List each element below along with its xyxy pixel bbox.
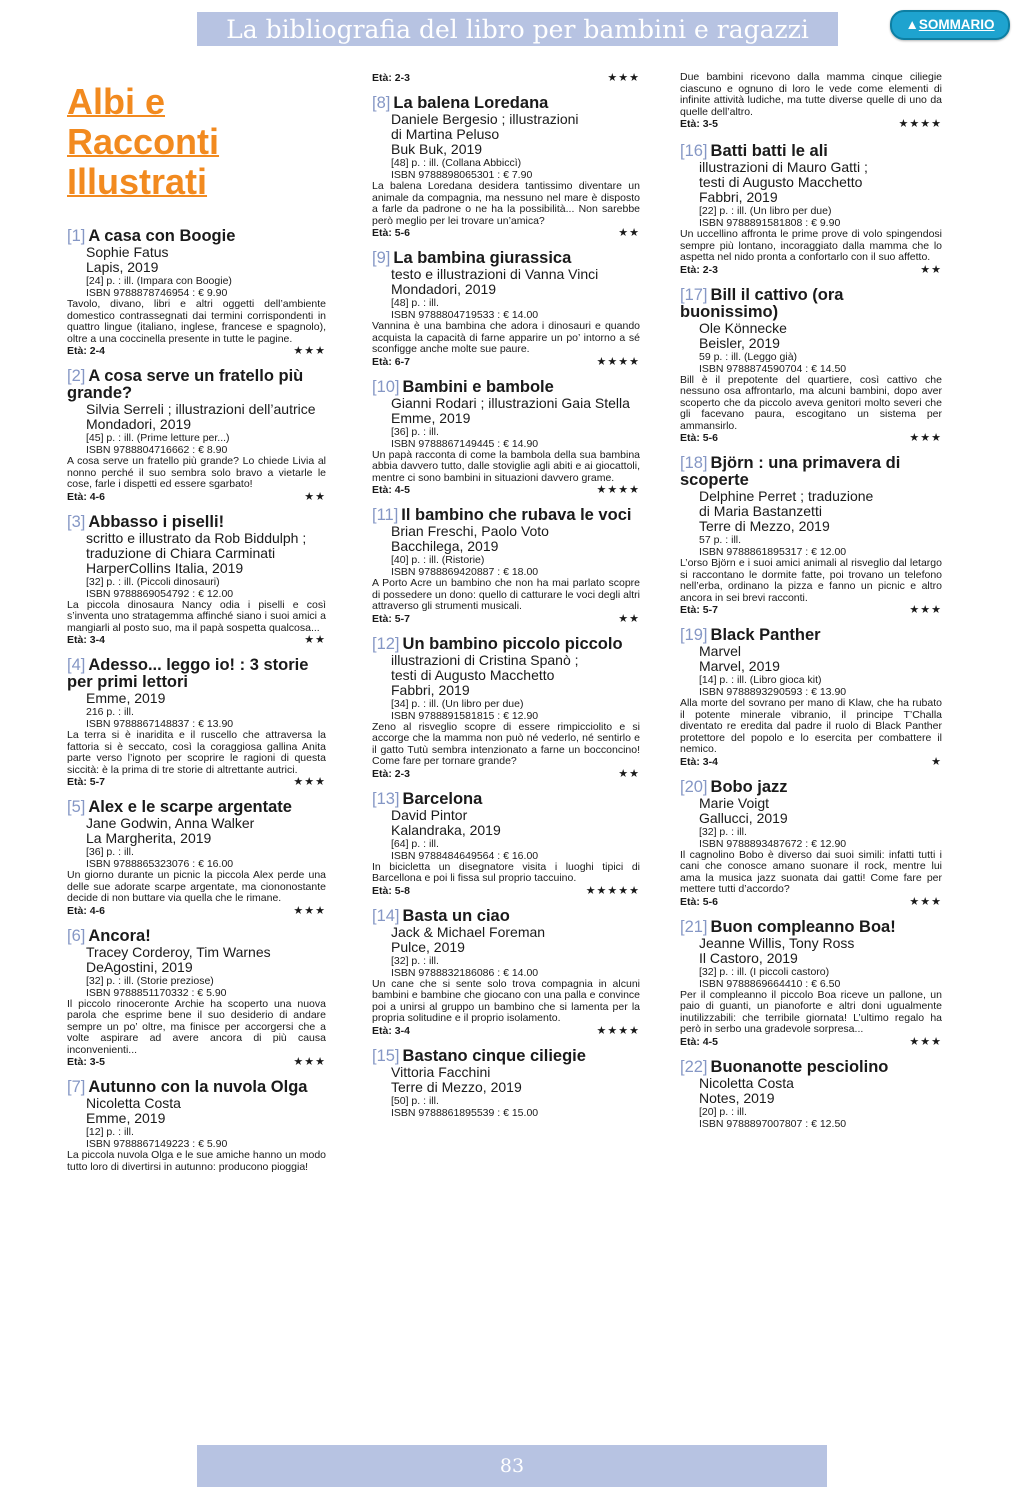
entry-description: In bicicletta un disegnatore visita i luoghi tipici di Barcellona e poi li fissa sul proprio taccuino. — [372, 860, 640, 884]
age-label: Età: 3-4 — [680, 755, 718, 768]
entry-author-line: di Maria Bastanzetti — [699, 503, 822, 519]
age-label: Età: 6-7 — [372, 355, 410, 368]
entry-description: La balena Loredana desidera tantissimo diventare un animale da compagnia, ma nessuno nel mare è disposto a farle da padrone o ne ha la possibilità... Non sarebbe però meglio per lei trovare un’amica? — [372, 180, 640, 227]
entry-title — [67, 368, 326, 402]
entry-age-line — [372, 768, 640, 781]
entry-list — [67, 228, 326, 1173]
entry-title-text: Barcelona — [402, 789, 483, 808]
entry-description: L’orso Björn e i suoi amici animali al risveglio dal letargo si raccontano le dormite fatte, poi trovano un telefono nell’erba, ordinano la pizza e fanno un picnic e altro ancora in sei brevi racconti. — [680, 557, 942, 604]
entry-meta-line: [32] p. : ill. (Piccoli dinosauri) — [86, 575, 220, 588]
entry-title-text: Un bambino piccolo piccolo — [402, 634, 623, 653]
rating-stars: ★★ — [618, 612, 640, 625]
rating-stars: ★★★ — [909, 895, 942, 908]
section-title-line: Albi e — [67, 81, 166, 122]
entry-age-line — [372, 356, 640, 369]
entry-description: Un cane che si sente solo trova compagnia in alcuni bambini e bambine che giocano con una palla e convince poi a unirsi al gruppo un bambino che si lamenta per la propria solitudine e il proprio isolamento. — [372, 977, 640, 1024]
entry-meta-line: [34] p. : ill. (Un libro per due) — [391, 697, 524, 710]
entry-meta-line: [22] p. : ill. (Un libro per due) — [699, 205, 832, 217]
entry-list — [680, 143, 942, 1130]
entry-description: La piccola nuvola Olga e le sue amiche hanno un modo tutto loro di divertirsi in autunno: producono pioggia! — [67, 1149, 326, 1173]
entry-meta-line: [32] p. : ill. (Storie preziose) — [86, 974, 214, 987]
entry-meta-line: ISBN 9788893487672 : € 12.90 — [699, 837, 847, 850]
rating-stars: ★★★★ — [596, 484, 640, 496]
age-label: Età: 5-6 — [680, 432, 718, 444]
entry-author-line: Mondadori, 2019 — [86, 416, 192, 432]
entry-author-line: Emme, 2019 — [391, 409, 471, 426]
entry-author-line: Nicoletta Costa — [699, 1074, 794, 1091]
entry-meta-line: [48] p. : ill. — [391, 297, 439, 309]
book-entry — [680, 287, 942, 446]
age-label: Età: 3-5 — [67, 1056, 105, 1068]
entry-title — [372, 95, 640, 112]
sommario-button[interactable] — [890, 10, 1010, 40]
rating-stars: ★★★ — [293, 904, 326, 917]
entry-meta-line: [36] p. : ill. — [391, 425, 439, 438]
entry-description: Il cagnolino Bobo è diverso dai suoi simili: infatti tutti i cani che conosce amano suonare il rock, mentre lui ama la musica jazz suonata dai gatti! Come fare per mettere tutti d’accordo? — [680, 848, 942, 895]
rating-stars: ★★ — [618, 767, 640, 780]
entry-meta-line: [32] p. : ill. — [391, 954, 439, 967]
age-label: Età: 4-6 — [67, 490, 105, 503]
entry-author-line: Vittoria Facchini — [391, 1063, 491, 1080]
entry-number: [11] — [372, 506, 399, 524]
entry-number: [17] — [680, 285, 708, 304]
book-entry — [372, 791, 640, 898]
entry-meta-line: ISBN 9788861895539 : € 15.00 — [391, 1106, 539, 1119]
entry-description: Tavolo, divano, libri e altri oggetti dell’ambiente domestico contrassegnati dai termini corrispondenti in quattro lingue (italiano, inglese, francese e spagnolo), oltre a una coccinella presente in tutte le pagine. — [67, 298, 326, 345]
book-entry — [372, 1048, 640, 1119]
age-label: Età: 4-6 — [67, 904, 105, 917]
entry-author-line: Lapis, 2019 — [86, 259, 159, 275]
entry-title-text: Björn : una primavera di scoperte — [680, 454, 901, 489]
entry-title-text: La bambina giurassica — [393, 249, 572, 267]
entry-author-line: Marie Voigt — [699, 794, 770, 811]
entry-title — [67, 657, 326, 691]
entry-title — [67, 928, 326, 945]
entry-author-line: Delphine Perret ; traduzione — [699, 488, 874, 504]
entry-author-line: David Pintor — [391, 806, 468, 823]
entry-description: Bill è il prepotente del quartiere, così cattivo che nessuno osa affrontarlo, ma alcuni bambini, dopo aver scoperto che da piccolo aveva genitori molto severi che gli facevano paura, escogitano un sistema per ammansirlo. — [680, 373, 942, 432]
entry-title-text: Autunno con la nuvola Olga — [88, 1078, 308, 1096]
entry-meta-line: [32] p. : ill. (I piccoli castoro) — [699, 965, 830, 978]
entry-author-line: Buk Buk, 2019 — [391, 141, 483, 157]
book-entry — [680, 627, 942, 769]
entry-title-text: Bambini e bambole — [402, 377, 554, 396]
sommario-label: SOMMARIO — [918, 17, 995, 32]
age-label: Età: 5-8 — [372, 884, 410, 897]
entry-number: [8] — [372, 94, 391, 112]
entry-meta-line: [20] p. : ill. — [699, 1105, 747, 1118]
entry-number: [3] — [67, 512, 86, 531]
entry-title — [67, 799, 326, 816]
entry-number: [9] — [372, 249, 391, 267]
entry-title — [680, 779, 942, 796]
entry-author-line: Fabbri, 2019 — [391, 681, 470, 698]
rating-stars: ★★ — [304, 634, 326, 646]
entry-title — [67, 1079, 326, 1096]
book-entry — [680, 455, 942, 617]
entry-age-line — [680, 896, 942, 909]
entry-author-line: Terre di Mezzo, 2019 — [699, 518, 830, 534]
entry-meta-line: ISBN 9788867149445 : € 14.90 — [391, 437, 539, 450]
entry-description: Un uccellino affronta le prime prove di volo spingendosi sempre più lontano, incoraggiato dalla mamma che lo aspetta nel nido pronta a confortarlo con il suo affetto. — [680, 228, 942, 263]
entry-author-line: Sophie Fatus — [86, 244, 169, 260]
entry-age-line — [680, 432, 942, 445]
entry-description: A Porto Acre un bambino che non ha mai parlato scopre di possedere un dono: quello di catturare le voci degli altri attraverso gli strumenti musicali. — [372, 577, 640, 612]
age-label: Età: 2-3 — [680, 263, 718, 276]
entry-title — [372, 791, 640, 808]
entry-description: Due bambini ricevono dalla mamma cinque ciliegie ciascuno e ognuno di loro le vede come elementi di infinite attività ludiche, ma tutte diverse quelle di uno da quelle dell’altro. — [680, 71, 942, 118]
entry-meta-line: ISBN 9788867148837 : € 13.90 — [86, 718, 234, 730]
entry-meta-line: ISBN 9788832186086 : € 14.00 — [391, 966, 539, 979]
entry-number: [22] — [680, 1057, 708, 1076]
entry-author-line: Silvia Serreli ; illustrazioni dell’autrice — [86, 401, 316, 417]
entry-meta-line: [36] p. : ill. — [86, 846, 134, 858]
entry-title-text: Abbasso i piselli! — [88, 512, 225, 531]
entry-number: [20] — [680, 777, 708, 796]
entry-age-line — [372, 885, 640, 898]
entry-number: [15] — [372, 1046, 400, 1065]
rating-stars: ★ — [931, 755, 942, 768]
book-entry — [372, 95, 640, 240]
entry-author-line: Emme, 2019 — [86, 690, 166, 706]
continued-entry — [680, 72, 942, 131]
entry-description: Un giorno durante un picnic la piccola Alex perde una delle sue adorate scarpe argentate, ma ciononostante decide di non buttare via quella che le rimane. — [67, 869, 326, 904]
book-entry — [372, 636, 640, 781]
entry-title-text: Buon compleanno Boa! — [710, 917, 896, 936]
rating-stars: ★★★★★ — [585, 884, 640, 897]
entry-age-line — [680, 756, 942, 769]
entry-author-line: Jack & Michael Foreman — [391, 923, 546, 940]
entry-title-text: Adesso... leggo io! : 3 storie per primi lettori — [67, 656, 309, 691]
entry-meta-line: [24] p. : ill. (Impara con Boogie) — [86, 275, 232, 287]
entry-meta-line: ISBN 9788867149223 : € 5.90 — [86, 1138, 228, 1150]
book-entry — [680, 143, 942, 277]
entry-title-text: Basta un ciao — [402, 906, 510, 925]
age-label: Età: 5-6 — [372, 227, 410, 239]
rating-stars: ★★★ — [293, 1056, 326, 1068]
entry-title — [372, 908, 640, 925]
entry-author-line: Notes, 2019 — [699, 1089, 775, 1106]
column-2 — [372, 72, 640, 1129]
entry-description: La piccola dinosaura Nancy odia i piselli e così s’inventa uno stratagemma affinché siano i suoi amici a mangiarli al posto suo, ma il papà sospetta qualcosa... — [67, 598, 326, 634]
rating-stars: ★★ — [920, 263, 942, 276]
entry-title-text: Bastano cinque ciliegie — [402, 1046, 586, 1065]
entry-meta-line: ISBN 9788898065301 : € 7.90 — [391, 169, 533, 181]
entry-meta-line: [12] p. : ill. — [86, 1126, 134, 1138]
entry-title — [67, 228, 326, 245]
entry-title — [680, 143, 942, 160]
entry-author-line: di Martina Peluso — [391, 126, 500, 142]
entry-meta-line: ISBN 9788484649564 : € 16.00 — [391, 849, 539, 862]
entry-age-line — [680, 604, 942, 617]
continued-age-line — [372, 72, 640, 85]
book-entry — [680, 779, 942, 909]
entry-meta-line: [40] p. : ill. (Ristorie) — [391, 554, 485, 566]
rating-stars: ★★★ — [909, 1035, 942, 1048]
entry-number: [13] — [372, 789, 400, 808]
entry-title — [372, 379, 640, 396]
entry-meta-line: ISBN 9788851170332 : € 5.90 — [86, 986, 227, 999]
entry-description: Il piccolo rinoceronte Archie ha scoperto una nuova parola che esprime bene il suo desiderio di andare sempre un po’ oltre, ma finisce per accorgersi che a volte aspirare ad avere ancora di più causa inconvenienti... — [67, 997, 326, 1056]
entry-number: [10] — [372, 377, 400, 396]
entry-title — [680, 919, 942, 936]
entry-author-line: Jeanne Willis, Tony Ross — [699, 934, 855, 951]
entry-author-line: La Margherita, 2019 — [86, 830, 212, 846]
entry-description: Vannina è una bambina che adora i dinosauri e quando acquista la capacità di farne apparire un po’ intorno a sé sconfigge anche molte sue paure. — [372, 320, 640, 355]
entry-age-line — [680, 264, 942, 277]
entry-title-text: Alex e le scarpe argentate — [88, 798, 292, 816]
entry-meta-line: ISBN 9788891581815 : € 12.90 — [391, 709, 539, 722]
entry-number: [4] — [67, 656, 86, 674]
rating-stars: ★★★ — [909, 432, 942, 444]
entry-age-line — [680, 1036, 942, 1049]
entry-meta-line: ISBN 9788869054792 : € 12.00 — [86, 587, 234, 600]
entry-age-line — [67, 345, 326, 358]
entry-number: [12] — [372, 634, 400, 653]
entry-description: Zeno al risveglio scopre di essere rimpicciolito e si accorge che la mamma non può né vederlo, né sentirlo e il gatto Tutù sembra intenzionato a farne un bocconcino! Come fare per tornare grande? — [372, 720, 640, 767]
entry-author-line: Marvel — [699, 643, 742, 659]
entry-author-line: Il Castoro, 2019 — [699, 949, 798, 966]
entry-title — [680, 627, 942, 644]
entry-meta-line: ISBN 9788891581808 : € 9.90 — [699, 217, 841, 229]
book-entry — [67, 657, 326, 789]
entry-author-line: Bacchilega, 2019 — [391, 538, 499, 554]
age-label: Età: 5-7 — [680, 604, 718, 616]
entry-meta-line: [50] p. : ill. — [391, 1094, 439, 1107]
entry-age-line — [67, 1056, 326, 1069]
book-entry — [372, 379, 640, 498]
book-entry — [67, 228, 326, 358]
entry-author-line: Beisler, 2019 — [699, 334, 780, 351]
entry-meta-line: ISBN 9788869664410 : € 6.50 — [699, 977, 841, 990]
rating-stars: ★★★ — [607, 72, 640, 84]
book-entry — [372, 507, 640, 626]
entry-meta-line: ISBN 9788804719533 : € 14.00 — [391, 309, 539, 321]
entry-title — [680, 1059, 942, 1076]
entry-title — [372, 250, 640, 267]
column-3 — [680, 72, 942, 1140]
entry-author-line: traduzione di Chiara Carminati — [86, 544, 276, 561]
entry-title-text: A casa con Boogie — [88, 227, 236, 245]
entry-author-line: Kalandraka, 2019 — [391, 821, 501, 838]
entry-meta-line: ISBN 9788869420887 : € 18.00 — [391, 566, 539, 578]
entry-title-text: Bill il cattivo (ora buonissimo) — [680, 285, 844, 321]
book-entry — [67, 799, 326, 918]
entry-meta-line: 216 p. : ill. — [86, 706, 134, 718]
entry-meta-line: ISBN 9788804716662 : € 8.90 — [86, 444, 228, 456]
entry-age-line — [372, 613, 640, 626]
entry-age-line — [67, 776, 326, 789]
book-entry — [680, 919, 942, 1049]
entry-author-line: Tracey Corderoy, Tim Warnes — [86, 943, 271, 960]
entry-author-line: Nicoletta Costa — [86, 1095, 181, 1111]
entry-author-line: scritto e illustrato da Rob Biddulph ; — [86, 529, 307, 546]
entry-author-line: Daniele Bergesio ; illustrazioni — [391, 111, 579, 127]
entry-meta-line: [48] p. : ill. (Collana Abbiccì) — [391, 157, 522, 169]
entry-age-line — [67, 491, 326, 504]
entry-age-line — [372, 484, 640, 497]
entry-title — [680, 287, 942, 321]
entry-meta-line: ISBN 9788861895317 : € 12.00 — [699, 546, 847, 558]
entry-author-line: HarperCollins Italia, 2019 — [86, 559, 244, 576]
age-label: Età: 5-7 — [67, 776, 105, 788]
entry-number: [2] — [67, 367, 86, 385]
rating-stars: ★★★ — [293, 776, 326, 788]
section-title — [67, 82, 326, 202]
entry-title-text: Black Panther — [710, 626, 821, 644]
column-1 — [67, 72, 326, 1183]
page-footer — [197, 1445, 827, 1487]
entry-age-line — [67, 634, 326, 647]
entry-title — [680, 455, 942, 489]
age-label: Età: 3-5 — [680, 118, 718, 130]
entry-description: Un papà racconta di come la bambola della sua bambina abbia davvero tutto, dalle stoviglie agli abiti e ai giocattoli, mentre ci sono bambini in situazioni davvero grame. — [372, 448, 640, 484]
rating-stars: ★★★ — [293, 345, 326, 357]
entry-title — [372, 1048, 640, 1065]
entry-author-line: Fabbri, 2019 — [699, 189, 778, 205]
entry-author-line: illustrazioni di Cristina Spanò ; — [391, 651, 579, 668]
entry-author-line: Ole Könnecke — [699, 319, 787, 336]
entry-meta-line: ISBN 9788874590704 : € 14.50 — [699, 362, 847, 375]
entry-meta-line: [64] p. : ill. — [391, 837, 439, 850]
book-entry — [67, 368, 326, 504]
section-title-line: Illustrati — [67, 161, 208, 202]
rating-stars: ★★★ — [909, 604, 942, 616]
triangle-up-icon: ▲ — [905, 17, 919, 32]
entry-author-line: testo e illustrazioni di Vanna Vinci — [391, 266, 599, 282]
entry-meta-line: ISBN 9788893290593 : € 13.90 — [699, 686, 847, 698]
entry-author-line: testi di Augusto Macchetto — [391, 666, 555, 683]
entry-meta-line: [45] p. : ill. (Prime letture per...) — [86, 432, 230, 444]
age-label: Età: 3-4 — [372, 1024, 410, 1037]
rating-stars: ★★★★ — [596, 1024, 640, 1037]
entry-author-line: Emme, 2019 — [86, 1110, 166, 1126]
entry-author-line: Brian Freschi, Paolo Voto — [391, 523, 549, 539]
entry-author-line: Marvel, 2019 — [699, 658, 780, 674]
book-entry — [372, 250, 640, 369]
entry-title-text: Bobo jazz — [710, 777, 788, 796]
entry-author-line: Gianni Rodari ; illustrazioni Gaia Stella — [391, 394, 630, 411]
entry-number: [1] — [67, 227, 86, 245]
entry-meta-line: 57 p. : ill. — [699, 534, 742, 546]
rating-stars: ★★★★ — [898, 118, 942, 130]
entry-title-text: Batti batti le ali — [710, 142, 828, 160]
age-label: Età: 5-7 — [372, 612, 410, 625]
book-entry — [680, 1059, 942, 1130]
age-label: Età: 2-4 — [67, 345, 105, 357]
book-entry — [372, 908, 640, 1038]
page-header: La bibliografia del libro per bambini e ragazzi — [197, 12, 838, 46]
entry-title-text: A cosa serve un fratello più grande? — [67, 367, 304, 402]
entry-description: A cosa serve un fratello più grande? Lo chiede Livia al nonno perché il suo sembra solo bravo a vietarle le cose, farle i dispetti ed essere sgarbato! — [67, 455, 326, 490]
entry-title-text: Il bambino che rubava le voci — [401, 506, 632, 524]
age-label: Età: 2-3 — [372, 767, 410, 780]
entry-author-line: testi di Augusto Macchetto — [699, 174, 863, 190]
entry-list — [372, 95, 640, 1119]
entry-description: Alla morte del sovrano per mano di Klaw, che ha rubato il potente minerale vibranio, il principe T’Challa diventato re eredita dal padre il ruolo di Black Panther protettore del popolo e lo esercita per combattere il nemico. — [680, 697, 942, 755]
entry-meta-line: 59 p. : ill. (Leggo già) — [699, 350, 798, 363]
entry-meta-line: ISBN 9788878746954 : € 9.90 — [86, 287, 228, 299]
entry-title-text: Buonanotte pesciolino — [710, 1057, 889, 1076]
entry-number: [18] — [680, 454, 708, 472]
book-entry — [67, 1079, 326, 1173]
rating-stars: ★★ — [304, 490, 326, 503]
entry-number: [21] — [680, 917, 708, 936]
age-label: Età: 4-5 — [372, 484, 410, 496]
entry-author-line: Terre di Mezzo, 2019 — [391, 1078, 522, 1095]
entry-author-line: DeAgostini, 2019 — [86, 958, 193, 975]
rating-stars: ★★★★ — [596, 355, 640, 368]
entry-author-line: Mondadori, 2019 — [391, 281, 497, 297]
entry-age-line — [67, 905, 326, 918]
entry-age-line — [372, 227, 640, 240]
entry-meta-line: [14] p. : ill. (Libro gioca kit) — [699, 674, 822, 686]
entry-age-line — [372, 1025, 640, 1038]
entry-author-line: Pulce, 2019 — [391, 938, 465, 955]
book-entry — [67, 928, 326, 1070]
entry-meta-line: ISBN 9788865323076 : € 16.00 — [86, 858, 234, 870]
page-number: 83 — [499, 1455, 525, 1477]
entry-title — [372, 507, 640, 524]
entry-number: [19] — [680, 626, 708, 644]
age-label: Età: 3-4 — [67, 634, 105, 646]
entry-number: [7] — [67, 1078, 86, 1096]
entry-number: [14] — [372, 906, 400, 925]
entry-author-line: illustrazioni di Mauro Gatti ; — [699, 159, 868, 175]
rating-stars: ★★ — [618, 227, 640, 239]
entry-author-line: Gallucci, 2019 — [699, 809, 788, 826]
age-label: Età: 4-5 — [680, 1035, 718, 1048]
entry-author-line: Jane Godwin, Anna Walker — [86, 815, 255, 831]
entry-age-line — [680, 118, 942, 131]
entry-description: Per il compleanno il piccolo Boa riceve un pallone, un paio di guanti, un pianoforte e altri doni ugualmente inutilizzabili: che terribile giornata! L’ultimo regalo ha però in serbo una gradevole sorpresa... — [680, 988, 942, 1035]
entry-number: [6] — [67, 926, 86, 945]
age-label: Età: 2-3 — [372, 72, 410, 84]
entry-number: [5] — [67, 798, 86, 816]
entry-meta-line: [32] p. : ill. — [699, 825, 747, 838]
entry-title — [67, 514, 326, 531]
entry-description: La terra si è inaridita e il ruscello che attraversa la fattoria si è seccato, così la coraggiosa gallina Anita parte verso l’ignoto per scoprire le ragioni di questa siccità: è la prima di tre storie di altrettante autrici. — [67, 729, 326, 776]
section-title-line: Racconti — [67, 121, 220, 162]
entry-title-text: La balena Loredana — [393, 94, 549, 112]
book-entry — [67, 514, 326, 648]
entry-number: [16] — [680, 142, 708, 160]
entry-title-text: Ancora! — [88, 926, 151, 945]
age-label: Età: 5-6 — [680, 895, 718, 908]
entry-meta-line: ISBN 9788897007807 : € 12.50 — [699, 1117, 847, 1130]
entry-title — [372, 636, 640, 653]
